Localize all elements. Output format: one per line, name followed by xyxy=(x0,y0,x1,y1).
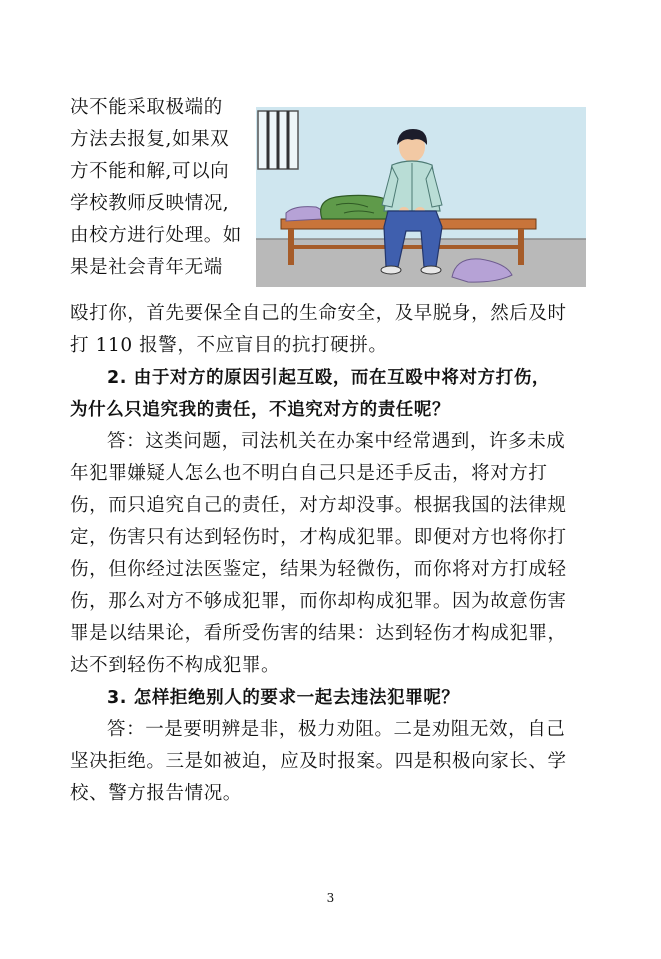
answer-line: 伤，那么对方不够成犯罪，而你却构成犯罪。因为故意伤害 xyxy=(70,591,567,612)
side-line: 由校方进行处理。如 xyxy=(70,225,242,246)
paragraph-line: 殴打你，首先要保全自己的生命安全，及早脱身，然后及时 xyxy=(70,303,567,324)
answer-line: 校、警方报告情况。 xyxy=(70,783,242,804)
answer-line: 年犯罪嫌疑人怎么也不明白自己只是还手反击，将对方打 xyxy=(70,463,548,484)
paragraph-line: 打 110 报警，不应盲目的抗打硬拼。 xyxy=(70,335,388,356)
answer-line: 答：一是要明辨是非，极力劝阻。二是劝阻无效，自己 xyxy=(107,719,566,740)
side-line: 决不能采取极端的 xyxy=(70,97,223,118)
question-heading: 为什么只追究我的责任，不追究对方的责任呢？ xyxy=(70,400,451,420)
answer-line: 伤，但你经过法医鉴定，结果为轻微伤，而你将对方打成轻 xyxy=(70,559,567,580)
question-heading: 2. 由于对方的原因引起互殴，而在互殴中将对方打伤， xyxy=(107,368,551,388)
barred-window xyxy=(258,111,298,169)
rolled-blanket xyxy=(321,195,388,219)
youth-on-bench-illustration xyxy=(256,107,586,287)
answer-line: 伤，而只追究自己的责任，对方却没事。根据我国的法律规 xyxy=(70,495,567,516)
answer-line: 定，伤害只有达到轻伤时，才构成犯罪。即便对方也将你打 xyxy=(70,527,567,548)
answer-line: 达不到轻伤不构成犯罪。 xyxy=(70,655,281,676)
side-line: 果是社会青年无端 xyxy=(70,257,223,278)
answer-line: 坚决拒绝。三是如被迫，应及时报案。四是积极向家长、学 xyxy=(70,751,567,772)
question-heading: 3. 怎样拒绝别人的要求一起去违法犯罪呢？ xyxy=(107,688,460,708)
side-line: 方法去报复,如果双 xyxy=(70,129,230,150)
side-line: 方不能和解,可以向 xyxy=(70,161,230,182)
side-paragraph xyxy=(70,92,260,284)
page-number: 3 xyxy=(326,891,335,905)
answer-line: 罪是以结果论，看所受伤害的结果：达到轻伤才构成犯罪， xyxy=(70,623,567,644)
body-text xyxy=(70,298,600,810)
side-line: 学校教师反映情况, xyxy=(70,193,230,214)
answer-line: 答：这类问题，司法机关在办案中经常遇到，许多未成 xyxy=(107,431,566,452)
